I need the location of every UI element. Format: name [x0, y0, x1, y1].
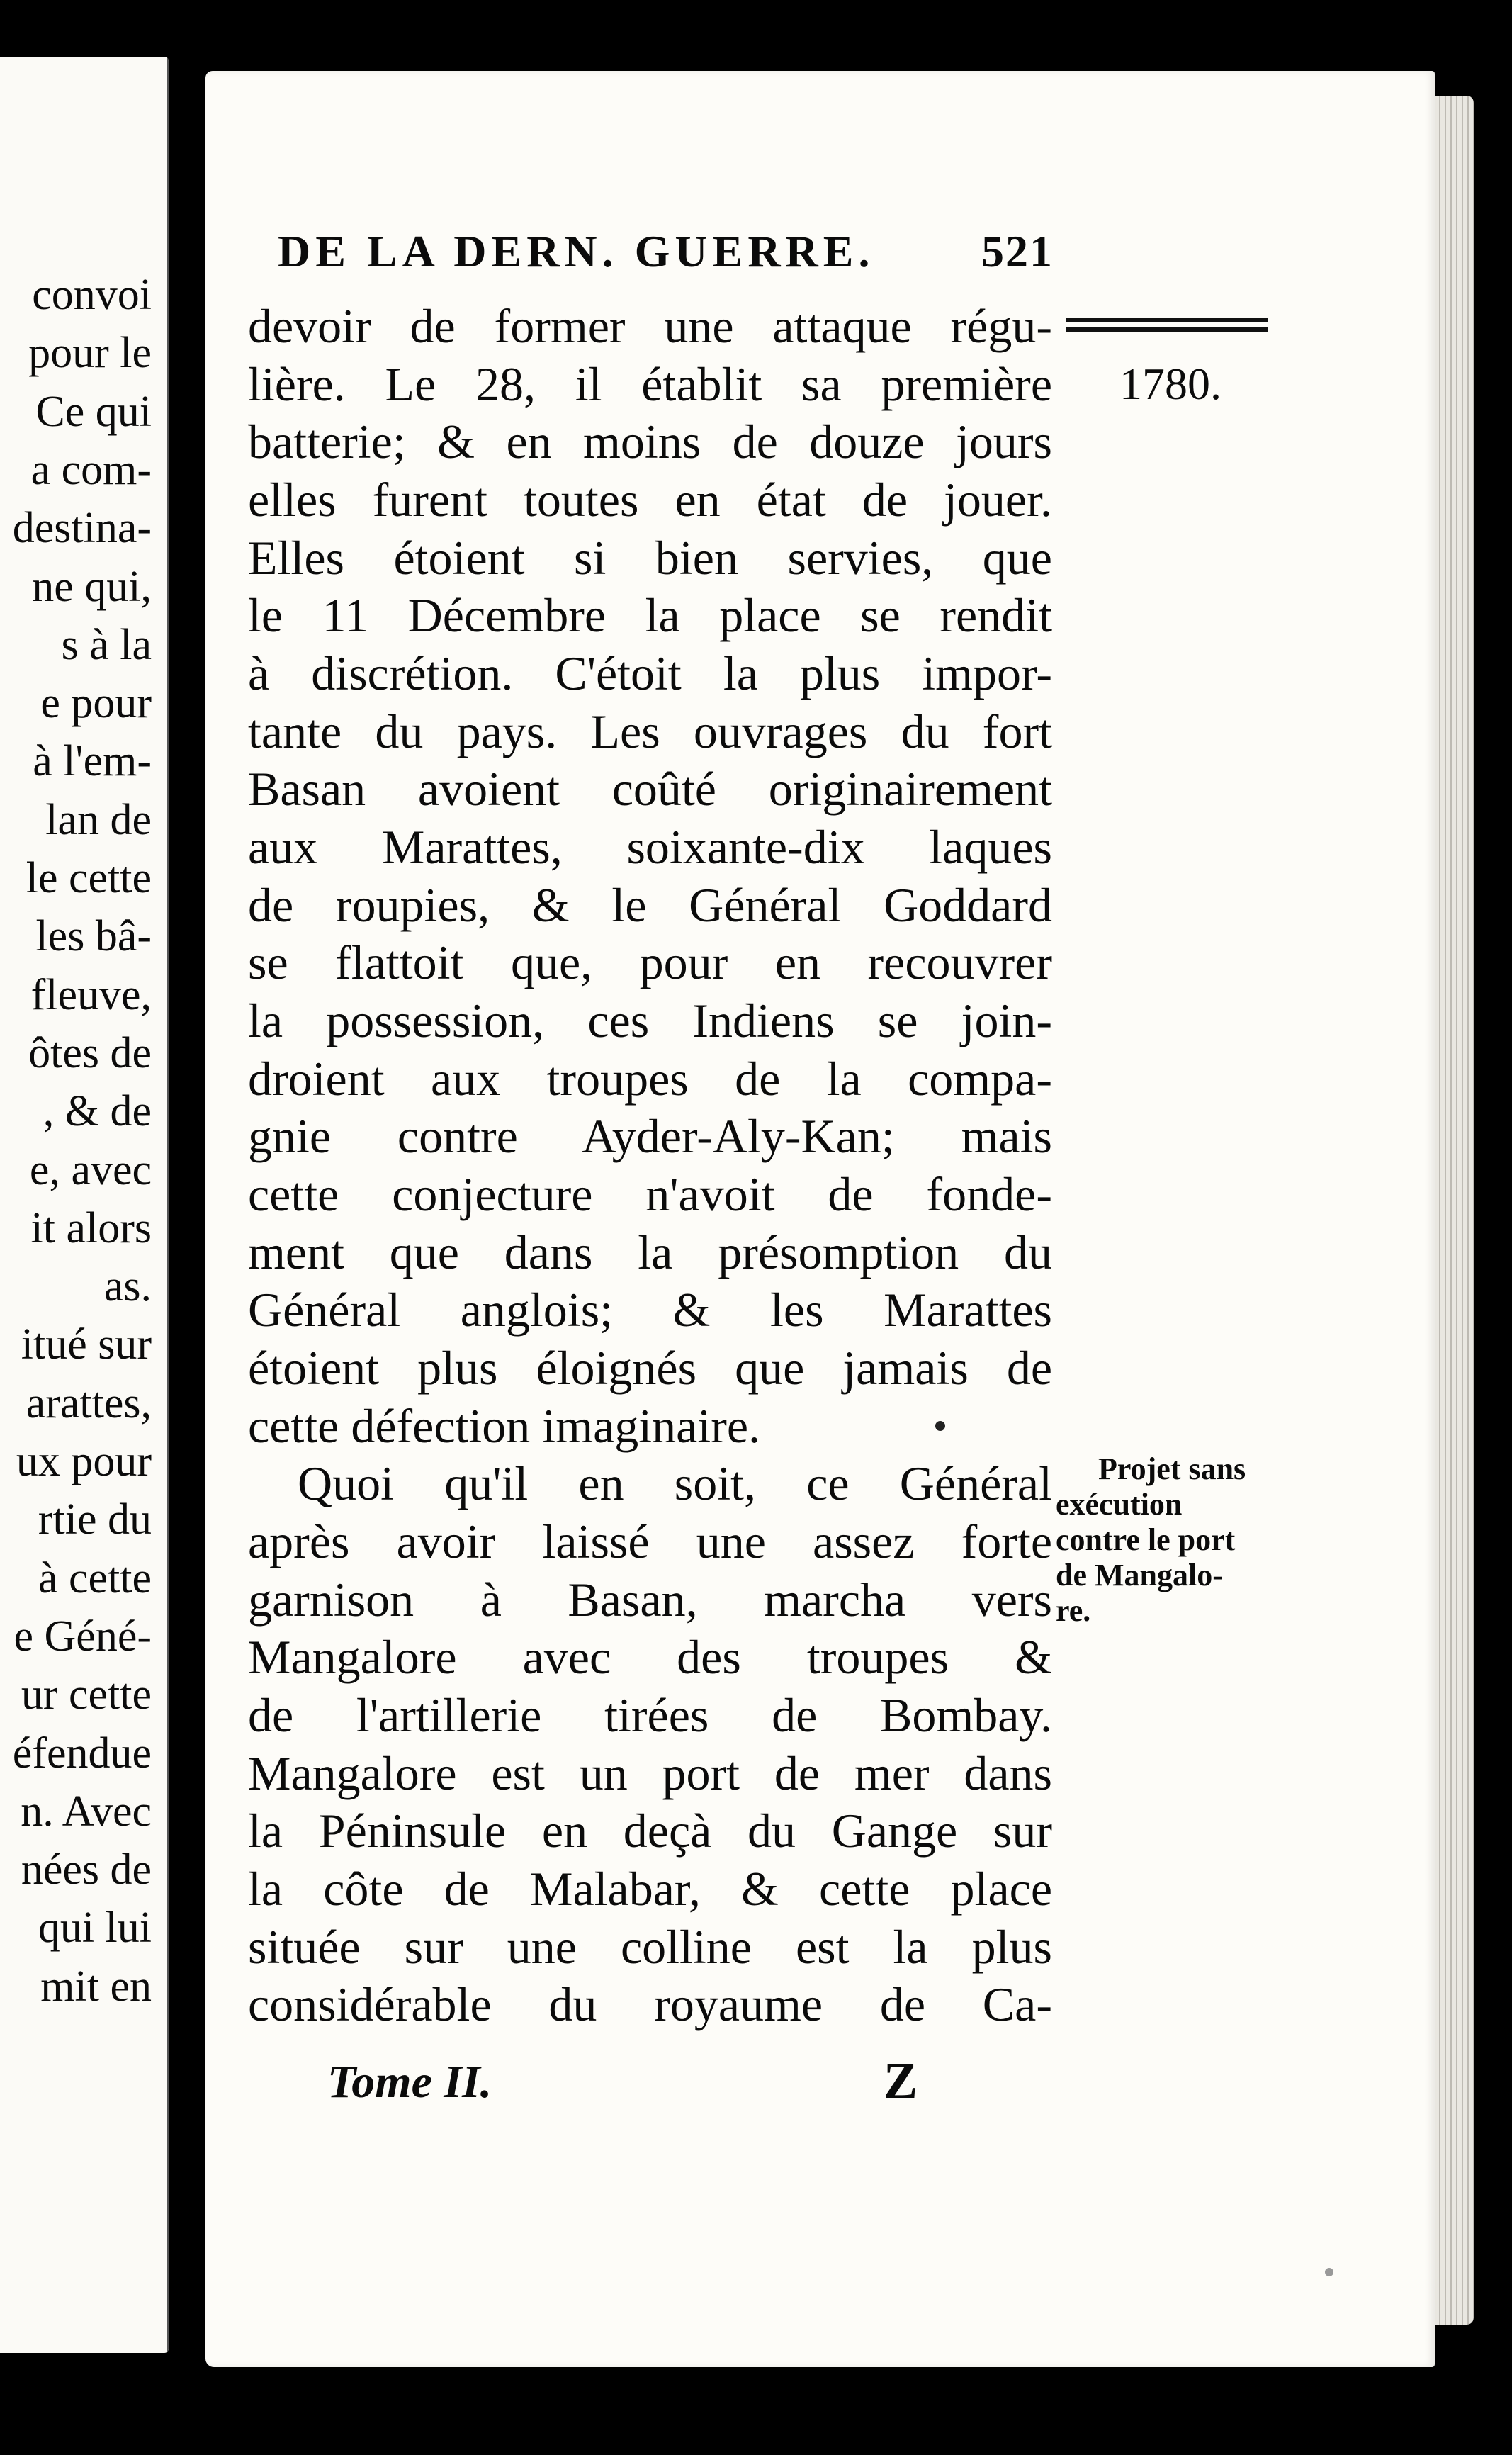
text-line: la côte de Malabar, & cette place [248, 1862, 1052, 1916]
text-line: le 11 Décembre la place se rendit [248, 588, 1052, 643]
paper-speck [1325, 2268, 1333, 2276]
left-page-line: ur cette [21, 1670, 152, 1719]
left-page-line: qui lui [38, 1904, 152, 1953]
left-page-line: éfendue [12, 1729, 152, 1777]
text-line: située sur une colline est la plus [248, 1919, 1052, 1974]
left-page-line: a com- [30, 445, 152, 494]
text-line: cette défection imaginaire. [248, 1398, 761, 1453]
left-page-line: Ce qui [35, 387, 152, 436]
signature-mark: Z [884, 2052, 918, 2109]
left-page-line: le cette [26, 854, 152, 902]
margin-year: 1780. [1119, 359, 1222, 409]
left-page-line: ne qui, [32, 562, 152, 611]
left-page-line: e, avec [29, 1145, 152, 1194]
page-edges [1435, 96, 1474, 2325]
text-line: Mangalore est un port de mer dans [248, 1746, 1052, 1800]
ink-speck [935, 1421, 945, 1431]
page-gutter [167, 57, 169, 2353]
text-line: tante du pays. Les ouvrages du fort [248, 704, 1052, 758]
margin-note-line: exécution [1056, 1487, 1183, 1522]
margin-rule [1066, 327, 1268, 332]
volume-label: Tome II. [327, 2056, 492, 2108]
text-line: elles furent toutes en état de jouer. [248, 473, 1052, 527]
left-page-line: convoi [32, 271, 152, 319]
left-page-line: à cette [38, 1554, 152, 1602]
text-line: de roupies, & le Général Goddard [248, 877, 1052, 932]
left-page-line: les bâ- [35, 912, 152, 961]
left-page-line: à l'em- [33, 737, 152, 786]
running-head [278, 225, 1054, 278]
margin-note [1056, 1451, 1282, 1629]
text-line: droient aux troupes de la compa- [248, 1051, 1052, 1106]
left-page-line: as. [103, 1262, 152, 1311]
text-line: se flattoit que, pour en recouvrer [248, 936, 1052, 990]
text-line: Mangalore avec des troupes & [248, 1630, 1052, 1685]
left-page-line: s à la [61, 620, 152, 669]
left-page-line: itué sur [21, 1320, 152, 1369]
text-line: ment que dans la présomption du [248, 1225, 1052, 1279]
margin-note-line: re. [1056, 1593, 1091, 1628]
text-line: de l'artillerie tirées de Bombay. [248, 1688, 1052, 1742]
margin-note-line: contre le port [1056, 1522, 1236, 1557]
text-line: à discrétion. C'étoit la plus impor- [248, 646, 1052, 700]
text-line: après avoir laissé une assez forte [248, 1515, 1052, 1568]
left-page-line: fleuve, [30, 970, 152, 1019]
left-page-line: arattes, [26, 1378, 152, 1427]
text-line: gnie contre Ayder-Aly-Kan; mais [248, 1109, 1052, 1164]
left-page-line: mit en [40, 1962, 152, 2011]
left-page-line: rtie du [38, 1495, 152, 1544]
text-line: la Péninsule en deçà du Gange sur [248, 1804, 1052, 1858]
text-line: Elles étoient si bien servies, que [248, 530, 1052, 585]
left-page-line: ôtes de [28, 1028, 152, 1077]
text-line: lière. Le 28, il établit sa première [248, 356, 1052, 411]
left-page-line: pour le [28, 329, 152, 378]
left-page-line: ux pour [16, 1437, 152, 1485]
text-line: batterie; & en moins de douze jours [248, 415, 1052, 469]
text-line: Général anglois; & les Marattes [248, 1283, 1052, 1337]
left-page-line: e pour [40, 679, 152, 728]
text-line: étoient plus éloignés que jamais de [248, 1341, 1052, 1395]
text-line: la possession, ces Indiens se join- [248, 994, 1052, 1047]
text-line: Quoi qu'il en soit, ce Général [298, 1456, 1052, 1511]
facing-page-left [0, 57, 169, 2353]
left-page-line: nées de [21, 1846, 152, 1894]
text-line: Basan avoient coûté originairement [248, 762, 1052, 816]
text-line: cette conjecture n'avoit de fonde- [248, 1167, 1052, 1221]
margin-note-line: Projet sans [1098, 1451, 1246, 1486]
text-line: considérable du royaume de Ca- [248, 1977, 1052, 2032]
margin-rule [1066, 318, 1268, 322]
left-page-line: n. Avec [21, 1787, 152, 1836]
left-page-line: it alors [30, 1203, 152, 1252]
left-page-line: e Géné- [13, 1612, 152, 1661]
text-line: garnison à Basan, marcha vers [248, 1572, 1052, 1627]
running-title: DE LA DERN. GUERRE. [278, 226, 875, 276]
margin-note-line: de Mangalo- [1056, 1558, 1223, 1592]
page-number: 521 [981, 226, 1054, 276]
text-line: aux Marattes, soixante-dix laques [248, 820, 1052, 874]
left-page-line: , & de [43, 1087, 152, 1136]
left-page-line: destina- [12, 504, 152, 553]
left-page-line: lan de [45, 795, 152, 844]
text-line: devoir de former une attaque régu- [248, 299, 1052, 353]
